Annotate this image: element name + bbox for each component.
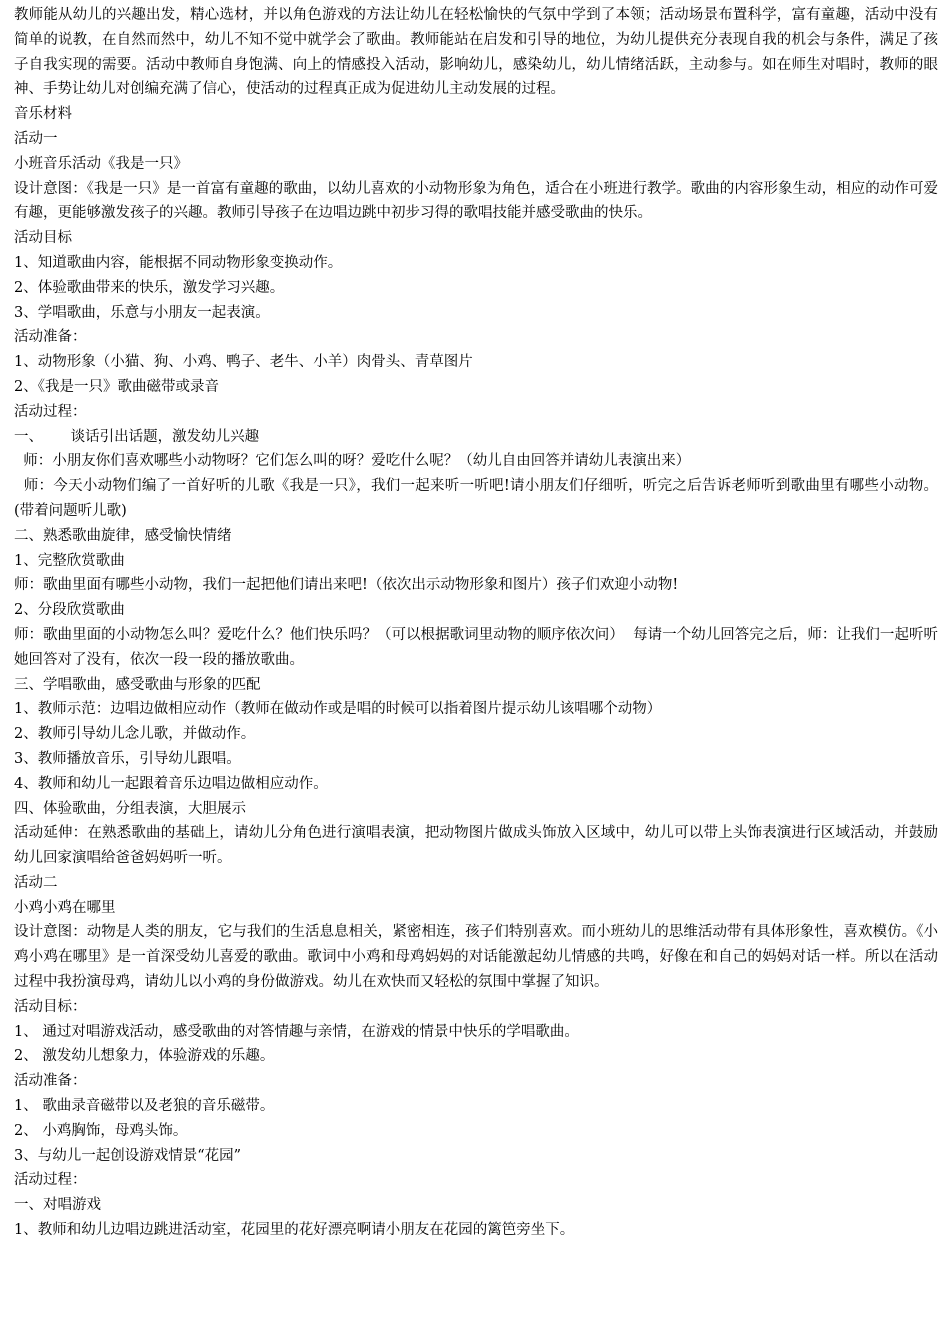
goal-item: 1、 通过对唱游戏活动，感受歌曲的对答情趣与亲情，在游戏的情景中快乐的学唱歌曲。 — [14, 1023, 579, 1040]
prep-item: 1、 歌曲录音磁带以及老狼的音乐磁带。 — [14, 1098, 275, 1115]
activity-one-title: 小班音乐活动《我是一只》 — [14, 155, 188, 172]
design-intent-paragraph: 设计意图：动物是人类的朋友，它与我们的生活息息相关，紧密相连，孩子们特别喜欢。而小班幼儿的思维活动带有具体形象性，喜欢模仿。《小鸡小鸡在哪里》是一首深受幼儿喜爱的歌曲。歌词中小鸡和母鸡妈妈的对话能激起幼儿情感的共鸣，好像在和自己的妈妈对话一样。所以在活动过程中我扮演母鸡，请幼儿以小鸡的身份做游戏。幼儿在欢快而又轻松的氛围中掌握了知识。 — [14, 924, 938, 991]
prep-item: 2、《我是一只》歌曲磁带或录音 — [14, 378, 219, 395]
process-substep: 2、教师引导幼儿念儿歌，并做动作。 — [14, 726, 256, 743]
prep-item: 1、动物形象（小猫、狗、小鸡、鸭子、老牛、小羊）肉骨头、青草图片 — [14, 354, 473, 371]
teacher-dialogue: 师：歌曲里面有哪些小动物，我们一起把他们请出来吧!（依次出示动物形象和图片）孩子们欢迎小动物! — [14, 577, 679, 594]
activity-process-heading: 活动过程： — [14, 1172, 87, 1189]
activity-process-heading: 活动过程： — [14, 403, 87, 420]
prep-item: 2、 小鸡胸饰，母鸡头饰。 — [14, 1122, 188, 1139]
prep-item: 3、与幼儿一起创设游戏情景“花园” — [14, 1147, 242, 1164]
teacher-dialogue: 师：小朋友你们喜欢哪些小动物呀？它们怎么叫的呀？爱吃什么呢？（幼儿自由回答并请幼儿表演出来） — [14, 453, 691, 470]
goal-item: 3、学唱歌曲，乐意与小朋友一起表演。 — [14, 304, 270, 321]
process-substep: 1、教师示范：边唱边做相应动作（教师在做动作或是唱的时候可以指着图片提示幼儿该唱哪个动物） — [14, 701, 662, 718]
process-step-heading: 四、体验歌曲，分组表演，大胆展示 — [14, 800, 246, 817]
design-intent-paragraph: 设计意图：《我是一只》是一首富有童趣的歌曲，以幼儿喜欢的小动物形象为角色，适合在小班进行教学。歌曲的内容形象生动，相应的动作可爱有趣，更能够激发孩子的兴趣。教师引导孩子在边唱边跳中初步习得的歌唱技能并感受歌曲的快乐。 — [14, 180, 938, 222]
process-step-heading: 一、对唱游戏 — [14, 1197, 101, 1214]
process-step-heading: 三、学唱歌曲，感受歌曲与形象的匹配 — [14, 676, 261, 693]
process-substep: 1、完整欣赏歌曲 — [14, 552, 125, 569]
process-substep: 2、分段欣赏歌曲 — [14, 602, 125, 619]
music-material-heading: 音乐材料 — [14, 106, 72, 123]
activity-two-title: 小鸡小鸡在哪里 — [14, 899, 116, 916]
intro-summary-paragraph: 教师能从幼儿的兴趣出发，精心选材，并以角色游戏的方法让幼儿在轻松愉快的气氛中学到了本领；活动场景布置科学，富有童趣，活动中没有简单的说教，在自然而然中，幼儿不知不觉中就学会了歌曲。教师能站在启发和引导的地位，为幼儿提供充分表现自我的机会与条件，满足了孩子自我实现的需要。活动中教师自身饱满、向上的情感投入活动，影响幼儿，感染幼儿，幼儿情绪活跃，主动参与。如在师生对唱时，教师的眼神、手势让幼儿对创编充满了信心，使活动的过程真正成为促进幼儿主动发展的过程。 — [14, 7, 938, 98]
activity-two-heading: 活动二 — [14, 874, 58, 891]
activity-goals-heading: 活动目标 — [14, 230, 72, 247]
activity-prep-heading: 活动准备： — [14, 329, 87, 346]
document-body — [14, 3, 938, 1243]
teacher-dialogue: 师：歌曲里面的小动物怎么叫？爱吃什么？他们快乐吗？（可以根据歌词里动物的顺序依次问） 每请一个幼儿回答完之后，师：让我们一起听听她回答对了没有，依次一段一段的播放歌曲。 — [14, 626, 938, 668]
activity-goals-heading: 活动目标： — [14, 998, 87, 1015]
activity-extension-paragraph: 活动延伸：在熟悉歌曲的基础上，请幼儿分角色进行演唱表演，把动物图片做成头饰放入区域中，幼儿可以带上头饰表演进行区域活动，并鼓励幼儿回家演唱给爸爸妈妈听一听。 — [14, 825, 938, 867]
process-substep: 3、教师播放音乐，引导幼儿跟唱。 — [14, 750, 241, 767]
teacher-dialogue: 师：今天小动物们编了一首好听的儿歌《我是一只》，我们一起来听一听吧!请小朋友们仔细听，听完之后告诉老师听到歌曲里有哪些小动物。(带着问题听儿歌) — [14, 478, 939, 519]
process-step-heading: 一、 谈话引出话题，激发幼儿兴趣 — [14, 428, 260, 445]
goal-item: 2、 激发幼儿想象力，体验游戏的乐趣。 — [14, 1048, 275, 1065]
goal-item: 1、知道歌曲内容，能根据不同动物形象变换动作。 — [14, 254, 343, 271]
process-substep: 4、教师和幼儿一起跟着音乐边唱边做相应动作。 — [14, 775, 328, 792]
activity-one-heading: 活动一 — [14, 130, 58, 147]
process-substep: 1、教师和幼儿边唱边跳进活动室，花园里的花好漂亮啊请小朋友在花园的篱笆旁坐下。 — [14, 1222, 575, 1239]
goal-item: 2、体验歌曲带来的快乐，激发学习兴趣。 — [14, 279, 285, 296]
activity-prep-heading: 活动准备： — [14, 1073, 87, 1090]
process-step-heading: 二、熟悉歌曲旋律，感受愉快情绪 — [14, 527, 232, 544]
